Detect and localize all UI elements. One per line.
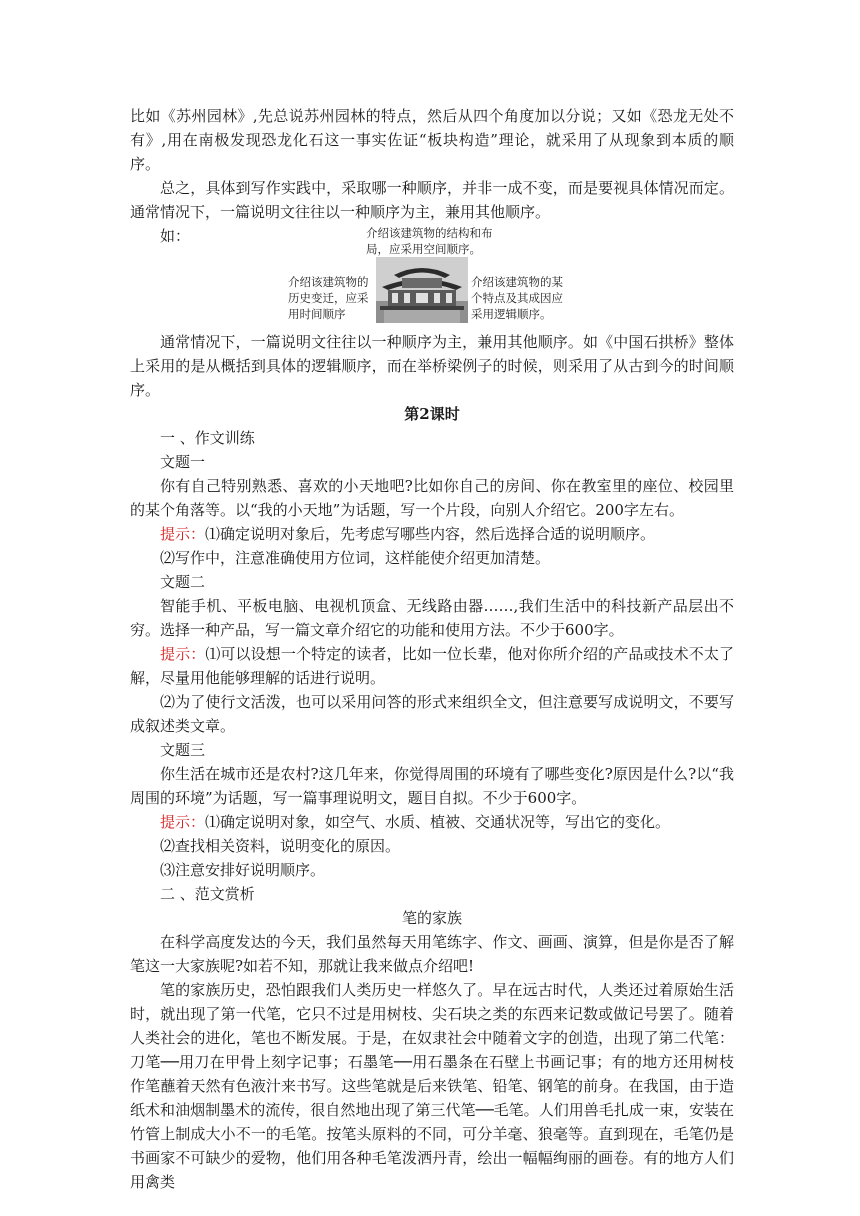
topic2-title: 文题二 bbox=[160, 573, 206, 591]
paragraph-example-order: 比如《苏州园林》,先总说苏州园林的特点，然后从四个角度加以分说；又如《恐龙无处不有》,用在南极发现恐龙化石这一事实佐证“板块构造”理论，就采用了从现象到本质的顺序。 bbox=[130, 107, 734, 173]
topic3-body: 你生活在城市还是农村?这几年来，你觉得周围的环境有了哪些变化?原因是什么?以“我周围的环境”为话题，写一篇事理说明文，题目自拟。不少于600字。 bbox=[130, 765, 734, 807]
topic3-hint-1 bbox=[130, 810, 734, 834]
figure-caption-top: 介绍该建筑物的结构和布局，应采用空间顺序。 bbox=[366, 226, 493, 256]
figure-caption-right: 介绍该建筑物的某个特点及其成因应采用逻辑顺序。 bbox=[471, 275, 563, 321]
essay-title: 笔的家族 bbox=[401, 909, 462, 927]
hint-label: 提示： bbox=[160, 813, 206, 831]
section-title-essay: 二 、范文赏析 bbox=[160, 885, 255, 903]
main-block bbox=[130, 330, 734, 1194]
lesson-title: 第2课时 bbox=[404, 405, 460, 423]
section-title-writing: 一 、作文训练 bbox=[160, 429, 255, 447]
topic2-hint-2: ⑵为了使行文活泼，也可以采用问答的形式来组织全文，但注意要写成说明文，不要写成叙述类文章。 bbox=[130, 693, 734, 735]
hint-text: ⑴确定说明对象，如空气、水质、植被、交通状况等，写出它的变化。 bbox=[205, 813, 671, 831]
essay-paragraph-2: 笔的家族历史，恐怕跟我们人类历史一样悠久了。早在远古时代，人类还过着原始生活时，就出现了第一代笔，它只不过是用树枝、尖石块之类的东西来记数或做记号罢了。随着人类社会的进化，笔也不断发展。于是，在奴隶社会中随着文字的创造，出现了第二代笔：刀笔──用刀在甲骨上刻字记事；石墨笔──用石墨条在石壁上书画记事；有的地方还用树枝作笔蘸着天然有色液汁来书写。这些笔就是后来铁笔、铅笔、钢笔的前身。在我国，由于造纸术和油烟制墨术的流传，很自然地出现了第三代笔──毛笔。人们用兽毛扎成一束，安装在竹管上制成大小不一的毛笔。按笔头原料的不同，可分羊毫、狼毫等。直到现在，毛笔仍是书画家不可缺少的爱物，他们用各种毛笔泼洒丹青，绘出一幅幅绚丽的画卷。有的地方人们用禽类 bbox=[130, 981, 734, 1191]
hint-text: ⑴确定说明对象后，先考虑写哪些内容，然后选择合适的说明顺序。 bbox=[205, 525, 656, 543]
hint-label: 提示： bbox=[160, 645, 206, 663]
topic1-hint-2: ⑵写作中，注意准确使用方位词，这样能使介绍更加清楚。 bbox=[160, 549, 551, 567]
essay-paragraph-1: 在科学高度发达的今天，我们虽然每天用笔练字、作文、画画、演算，但是你是否了解笔这一大家族呢?如若不知，那就让我来做点介绍吧! bbox=[130, 933, 734, 975]
topic1-hint-1 bbox=[130, 522, 734, 546]
pavilion-image bbox=[376, 257, 468, 323]
hint-label: 提示： bbox=[160, 525, 206, 543]
topic3-hint-2: ⑵查找相关资料，说明变化的原因。 bbox=[160, 837, 401, 855]
building-figure bbox=[288, 225, 564, 325]
figure-caption-left: 介绍该建筑物的历史变迁，应采用时间顺序 bbox=[288, 275, 369, 321]
topic3-title: 文题三 bbox=[160, 741, 206, 759]
topic1-body: 你有自己特别熟悉、喜欢的小天地吧?比如你自己的房间、你在教室里的座位、校园里的某个角落等。以“我的小天地”为话题，写一个片段，向别人介绍它。200字左右。 bbox=[130, 477, 734, 519]
topic2-body: 智能手机、平板电脑、电视机顶盒、无线路由器……,我们生活中的科技新产品层出不穷。选择一种产品，写一篇文章介绍它的功能和使用方法。不少于600字。 bbox=[130, 597, 734, 639]
paragraph-for-example: 如： bbox=[160, 227, 191, 245]
paragraph-summary: 总之，具体到写作实践中，采取哪一种顺序，并非一成不变，而是要视具体情况而定。通常情况下，一篇说明文往往以一种顺序为主，兼用其他顺序。 bbox=[130, 179, 734, 221]
topic2-hint-1 bbox=[130, 642, 734, 690]
topic1-title: 文题一 bbox=[160, 453, 206, 471]
hint-text: ⑴可以设想一个特定的读者，比如一位长辈，他对你所介绍的产品或技术不太了解，尽量用他能够理解的话进行说明。 bbox=[130, 645, 734, 687]
paragraph-bridge-example: 通常情况下，一篇说明文往往以一种顺序为主，兼用其他顺序。如《中国石拱桥》整体上采用的是从概括到具体的逻辑顺序，而在举桥梁例子的时候，则采用了从古到今的时间顺序。 bbox=[130, 333, 734, 399]
topic3-hint-3: ⑶注意安排好说明顺序。 bbox=[160, 861, 326, 879]
